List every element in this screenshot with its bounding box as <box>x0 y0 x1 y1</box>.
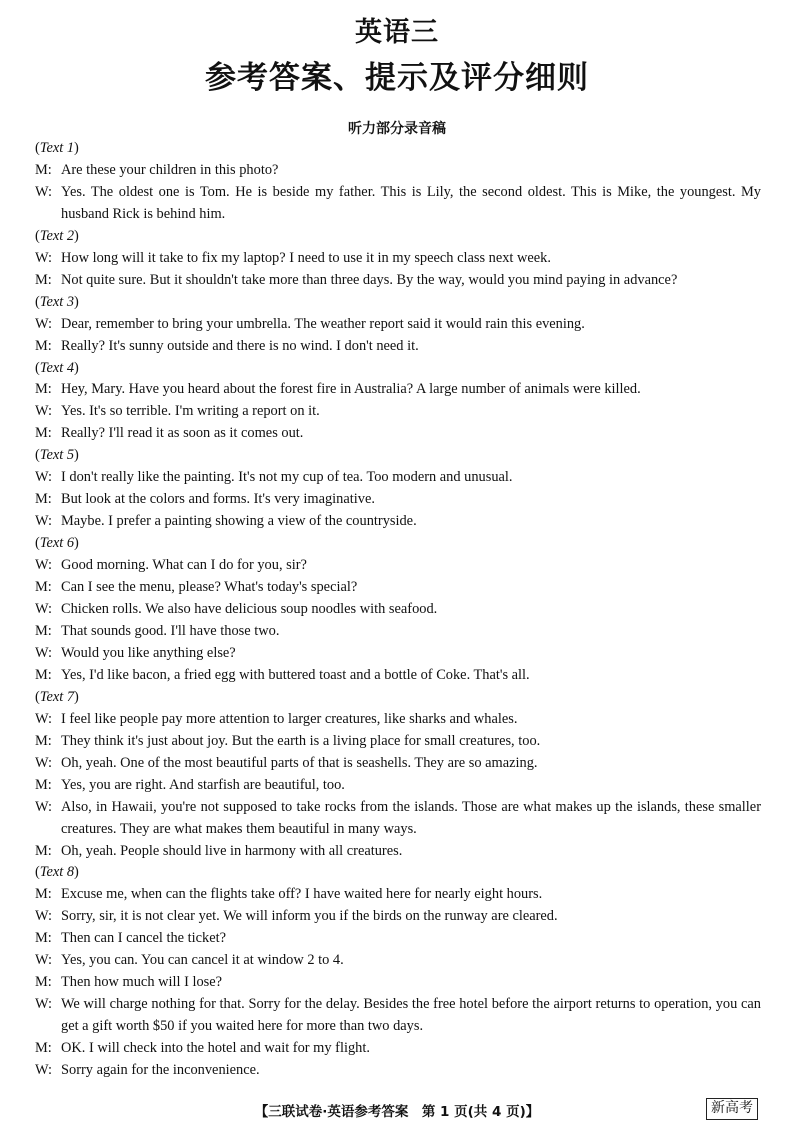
dialogue-line <box>35 928 761 950</box>
speaker-label: W: <box>35 908 53 925</box>
dialogue-line <box>35 884 761 906</box>
utterance: We will charge nothing for that. Sorry for the delay. Besides the free hotel before the airport returns to operation, you can get a gift worth $50 if you waited here for more than two days. <box>61 996 761 1035</box>
speaker-label: M: <box>35 666 52 683</box>
dialogue-line <box>35 709 761 731</box>
speaker-label: M: <box>35 930 52 947</box>
utterance: They think it's just about joy. But the earth is a living place for small creatures, too. <box>61 732 541 749</box>
speaker-label: W: <box>35 754 53 771</box>
text-label: (Text 4) <box>35 359 79 376</box>
utterance: Sorry, sir, it is not clear yet. We will inform you if the birds on the runway are cleared. <box>61 908 558 925</box>
dialogue-line <box>35 643 761 665</box>
speaker-label: W: <box>35 183 53 200</box>
utterance: Excuse me, when can the flights take off? I have waited here for nearly eight hours. <box>61 886 543 903</box>
dialogue-line <box>35 314 761 336</box>
text-label: (Text 7) <box>35 688 79 705</box>
dialogue-line <box>35 753 761 775</box>
utterance: OK. I will check into the hotel and wait for my flight. <box>61 1040 370 1057</box>
edition-stamp: 新高考 <box>706 1098 758 1120</box>
text-label: (Text 1) <box>35 140 79 156</box>
speaker-label: M: <box>35 886 52 903</box>
dialogue-line <box>35 994 761 1038</box>
speaker-label: W: <box>35 710 53 727</box>
speaker-label: W: <box>35 249 53 266</box>
utterance: That sounds good. I'll have those two. <box>61 622 280 639</box>
dialogue-line <box>35 665 761 687</box>
speaker-label: W: <box>35 952 53 969</box>
dialogue-line <box>35 1038 761 1060</box>
utterance: Dear, remember to bring your umbrella. The weather report said it would rain this evening. <box>61 315 585 332</box>
text-label: (Text 2) <box>35 227 79 244</box>
dialogue-line <box>35 972 761 994</box>
utterance: Then how much will I lose? <box>61 974 223 991</box>
utterance: Hey, Mary. Have you heard about the forest fire in Australia? A large number of animals were killed. <box>61 381 641 398</box>
speaker-label: M: <box>35 337 52 354</box>
utterance: Oh, yeah. People should live in harmony with all creatures. <box>61 842 403 859</box>
speaker-label: W: <box>35 601 53 618</box>
speaker-label: W: <box>35 798 53 815</box>
dialogue-line <box>35 775 761 797</box>
dialogue-line <box>35 621 761 643</box>
speaker-label: M: <box>35 579 52 596</box>
page-title: 英语三 <box>355 17 439 48</box>
text-label: (Text 5) <box>35 447 79 464</box>
speaker-label: M: <box>35 1040 52 1057</box>
speaker-label: M: <box>35 776 52 793</box>
speaker-label: W: <box>35 315 53 332</box>
utterance: Yes, I'd like bacon, a fried egg with buttered toast and a bottle of Coke. That's all. <box>61 666 530 683</box>
speaker-label: M: <box>35 425 52 442</box>
utterance: Yes, you can. You can cancel it at window 2 to 4. <box>61 952 344 969</box>
dialogue-line <box>35 467 761 489</box>
text-label: (Text 3) <box>35 293 79 310</box>
utterance: Really? It's sunny outside and there is no wind. I don't need it. <box>61 337 419 354</box>
utterance: Chicken rolls. We also have delicious soup noodles with seafood. <box>61 601 438 618</box>
dialogue-line <box>35 577 761 599</box>
speaker-label: W: <box>35 557 53 574</box>
speaker-label: M: <box>35 842 52 859</box>
section-title: 听力部分录音稿 <box>348 121 446 137</box>
speaker-label: M: <box>35 622 52 639</box>
utterance: Yes. The oldest one is Tom. He is beside my father. This is Lily, the second oldest. This is Mike, the youngest. My husband Rick is behind him. <box>61 183 761 222</box>
utterance: Then can I cancel the ticket? <box>61 930 226 947</box>
speaker-label: M: <box>35 491 52 508</box>
utterance: Are these your children in this photo? <box>61 161 279 178</box>
speaker-label: M: <box>35 974 52 991</box>
transcript <box>35 138 761 1082</box>
dialogue-line <box>35 182 761 226</box>
dialogue-line <box>35 797 761 841</box>
utterance: Would you like anything else? <box>61 644 236 661</box>
dialogue-line <box>35 555 761 577</box>
dialogue-line <box>35 906 761 928</box>
speaker-label: W: <box>35 644 53 661</box>
dialogue-line <box>35 841 761 863</box>
dialogue-line <box>35 1060 761 1082</box>
utterance: Really? I'll read it as soon as it comes out. <box>61 425 304 442</box>
text-label: (Text 6) <box>35 535 79 552</box>
dialogue-line <box>35 950 761 972</box>
speaker-label: M: <box>35 732 52 749</box>
speaker-label: M: <box>35 271 52 288</box>
dialogue-line <box>35 379 761 401</box>
utterance: Sorry again for the inconvenience. <box>61 1062 260 1079</box>
dialogue-line <box>35 248 761 270</box>
speaker-label: M: <box>35 381 52 398</box>
dialogue-line <box>35 401 761 423</box>
dialogue-line <box>35 270 761 292</box>
dialogue-line <box>35 160 761 182</box>
dialogue-line <box>35 423 761 445</box>
utterance: I don't really like the painting. It's not my cup of tea. Too modern and unusual. <box>61 469 513 486</box>
utterance: Not quite sure. But it shouldn't take more than three days. By the way, would you mind paying in advance? <box>61 271 678 288</box>
utterance: But look at the colors and forms. It's very imaginative. <box>61 491 375 508</box>
utterance: Also, in Hawaii, you're not supposed to take rocks from the islands. Those are what makes up the islands, these smaller creatures. They are what makes them beautiful in many ways. <box>61 798 761 837</box>
utterance: Yes. It's so terrible. I'm writing a report on it. <box>61 403 320 420</box>
speaker-label: W: <box>35 513 53 530</box>
utterance: Maybe. I prefer a painting showing a view of the countryside. <box>61 513 417 530</box>
dialogue-line <box>35 599 761 621</box>
page-subtitle: 参考答案、提示及评分细则 <box>205 60 589 96</box>
speaker-label: W: <box>35 469 53 486</box>
dialogue-line <box>35 511 761 533</box>
utterance: Yes, you are right. And starfish are beautiful, too. <box>61 776 345 793</box>
speaker-label: W: <box>35 403 53 420</box>
dialogue-line <box>35 489 761 511</box>
utterance: Good morning. What can I do for you, sir? <box>61 557 307 574</box>
utterance: Oh, yeah. One of the most beautiful parts of that is seashells. They are so amazing. <box>61 754 538 771</box>
speaker-label: M: <box>35 161 52 178</box>
dialogue-line <box>35 731 761 753</box>
speaker-label: W: <box>35 1062 53 1079</box>
utterance: How long will it take to fix my laptop? I need to use it in my speech class next week. <box>61 249 551 266</box>
speaker-label: W: <box>35 996 53 1013</box>
utterance: I feel like people pay more attention to larger creatures, like sharks and whales. <box>61 710 518 727</box>
dialogue-line <box>35 336 761 358</box>
page-footer: 【三联试卷·英语参考答案 第 1 页(共 4 页)】 <box>254 1104 540 1120</box>
utterance: Can I see the menu, please? What's today's special? <box>61 579 358 596</box>
text-label: (Text 8) <box>35 864 79 881</box>
